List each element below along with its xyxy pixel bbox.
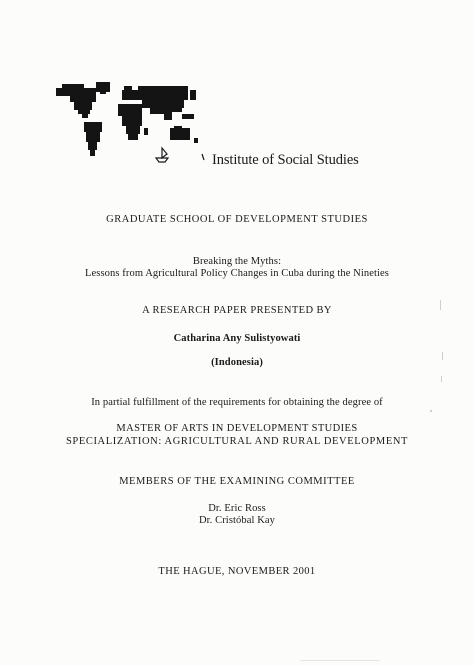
presented-by-label: A RESEARCH PAPER PRESENTED BY bbox=[142, 305, 332, 316]
place-and-date: THE HAGUE, NOVEMBER 2001 bbox=[158, 566, 316, 577]
scan-speck bbox=[440, 300, 441, 310]
graduate-school-heading: GRADUATE SCHOOL OF DEVELOPMENT STUDIES bbox=[106, 214, 368, 225]
degree-line-1: MASTER OF ARTS IN DEVELOPMENT STUDIES bbox=[116, 423, 358, 434]
paper-title-line-1: Breaking the Myths: bbox=[192, 256, 282, 267]
scan-speck bbox=[441, 376, 442, 382]
examiner-name: Dr. Eric Ross bbox=[208, 503, 266, 514]
scan-edge-line bbox=[300, 660, 380, 661]
author-country: (Indonesia) bbox=[211, 357, 263, 368]
scan-speck bbox=[442, 352, 443, 360]
scan-speck bbox=[430, 410, 432, 412]
paper-title-line-2: Lessons from Agricultural Policy Changes in Cuba during the Nineties bbox=[85, 268, 389, 279]
world-map-logo-icon bbox=[52, 78, 212, 168]
examiner-name: Dr. Cristóbal Kay bbox=[198, 515, 276, 526]
committee-heading: MEMBERS OF THE EXAMINING COMMITTEE bbox=[119, 476, 355, 487]
institute-name: Institute of Social Studies bbox=[212, 152, 359, 168]
degree-line-2: SPECIALIZATION: AGRICULTURAL AND RURAL DEVELOPMENT bbox=[65, 436, 409, 447]
fulfillment-statement: In partial fulfillment of the requirements for obtaining the degree of bbox=[91, 397, 383, 408]
author-name: Catharina Any Sulistyowati bbox=[173, 333, 301, 344]
